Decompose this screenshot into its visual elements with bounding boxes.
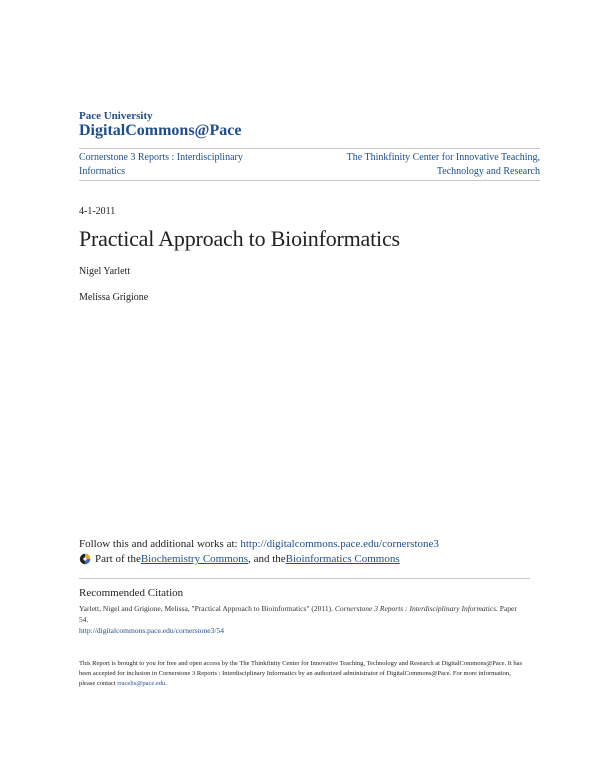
publication-date: 4-1-2011 — [79, 206, 116, 217]
part-of-prefix: Part of the — [95, 553, 141, 565]
part-of-middle: , and the — [248, 553, 286, 565]
biochemistry-commons-link[interactable]: Biochemistry Commons — [140, 553, 249, 565]
citation-plain: Yarlett, Nigel and Grigione, Melissa, "Practical Approach to Bioinformatics" (2011). — [79, 604, 335, 613]
bioinformatics-commons-link[interactable]: Bioinformatics Commons — [285, 553, 400, 565]
follow-line — [79, 538, 439, 550]
header-divider — [79, 180, 540, 181]
top-divider — [79, 148, 540, 149]
paper-title: Practical Approach to Bioinformatics — [79, 226, 400, 251]
collection-url-link[interactable]: http://digitalcommons.pace.edu/cornerstone3 — [240, 538, 439, 550]
author-name: Melissa Grigione — [79, 292, 149, 303]
follow-prefix: Follow this and additional works at: — [79, 538, 241, 550]
university-name: Pace University — [79, 110, 153, 122]
collection-link-left[interactable]: Cornerstone 3 Reports : Interdisciplinary Informatics — [79, 152, 243, 177]
repository-link[interactable]: DigitalCommons@Pace — [79, 122, 242, 139]
citation-heading: Recommended Citation — [79, 587, 184, 599]
part-of-line — [79, 553, 400, 565]
contact-email-link[interactable]: rracelis@pace.edu — [117, 680, 166, 687]
citation-paper: Paper 54. — [79, 604, 517, 624]
citation-text — [79, 603, 519, 636]
citation-url-link[interactable]: http://digitalcommons.pace.edu/cornerstone3/54 — [79, 626, 224, 635]
network-commons-icon — [79, 553, 91, 565]
author-name: Nigel Yarlett — [79, 266, 131, 277]
access-notice — [79, 659, 524, 689]
citation-divider — [79, 578, 530, 579]
access-notice-text: This Report is brought to you for free and open access by the The Thinkfinity Center for Innovative Teaching, Technology and Research at DigitalCommons@Pace. It has been accepted for inclusion in Cornerstone 3 Reports : Interdisciplinary Informatics by an authorized administrator of DigitalCommons@Pace. For more information, please contact — [79, 660, 523, 687]
citation-series: Cornerstone 3 Reports : Interdisciplinary Informatics. — [334, 604, 498, 613]
collection-link-right[interactable]: The Thinkfinity Center for Innovative Teaching, Technology and Research — [346, 152, 540, 177]
access-notice-end: . — [165, 680, 167, 687]
